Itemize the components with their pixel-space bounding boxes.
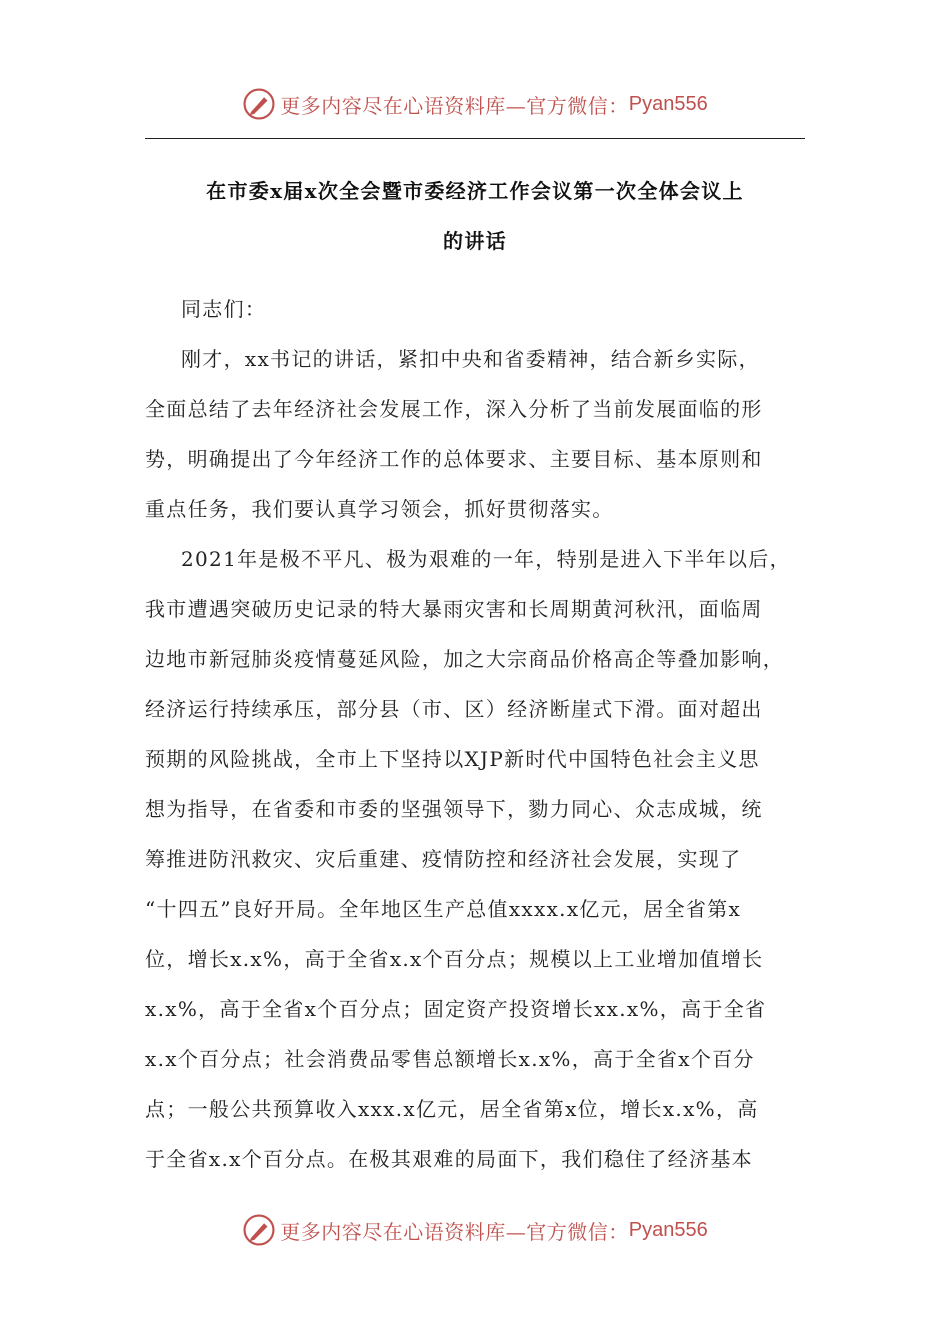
body-line: 预期的风险挑战，全市上下坚持以XJP新时代中国特色社会主义思 (145, 747, 760, 771)
header-rule (145, 138, 805, 139)
footer-banner-text: 更多内容尽在心语资料库—官方微信： (280, 1219, 629, 1244)
footer-banner-handle: Pyan556 (628, 1218, 708, 1241)
body-line: 我市遭遇突破历史记录的特大暴雨灾害和长周期黄河秋汛，面临周 (145, 597, 763, 621)
pen-nib-logo-icon (242, 87, 276, 121)
body-line: “十四五”良好开局。全年地区生产总值xxxx.x亿元，居全省第x (145, 897, 742, 921)
salutation: 同志们： (181, 297, 267, 321)
header-banner-text: 更多内容尽在心语资料库—官方微信： (280, 93, 629, 118)
body-line: 经济运行持续承压，部分县（市、区）经济断崖式下滑。面对超出 (145, 697, 763, 721)
body-line: 势，明确提出了今年经济工作的总体要求、主要目标、基本原则和 (145, 447, 763, 471)
body-line: 全面总结了去年经济社会发展工作，深入分析了当前发展面临的形 (145, 397, 763, 421)
body-line: x.x个百分点；社会消费品零售总额增长x.x%，高于全省x个百分 (145, 1047, 755, 1071)
body-line: 边地市新冠肺炎疫情蔓延风险，加之大宗商品价格高企等叠加影响， (145, 647, 784, 671)
body-line: 刚才，xx书记的讲话，紧扣中央和省委精神，结合新乡实际， (181, 347, 760, 371)
body-line: 筹推进防汛救灾、灾后重建、疫情防控和经济社会发展，实现了 (145, 847, 742, 871)
title-line: 在市委x届x次全会暨市委经济工作会议第一次全体会议上 (206, 179, 744, 203)
header-banner-handle: Pyan556 (628, 92, 708, 115)
body-line: 于全省x.x个百分点。在极其艰难的局面下，我们稳住了经济基本 (145, 1147, 753, 1171)
title-line: 的讲话 (443, 229, 507, 253)
document-title (145, 166, 805, 266)
pen-nib-logo-icon (242, 1213, 276, 1247)
body-line: x.x%，高于全省x个百分点；固定资产投资增长xx.x%，高于全省 (145, 997, 767, 1021)
body-line: 想为指导，在省委和市委的坚强领导下，勠力同心、众志成城，统 (145, 797, 763, 821)
document-body (145, 284, 805, 1184)
body-line: 重点任务，我们要认真学习领会，抓好贯彻落实。 (145, 497, 614, 521)
body-line: 位，增长x.x%，高于全省x.x个百分点；规模以上工业增加值增长 (145, 947, 764, 971)
body-line: 2021年是极不平凡、极为艰难的一年，特别是进入下半年以后， (181, 547, 791, 571)
header-banner (0, 84, 950, 124)
body-line: 点；一般公共预算收入xxx.x亿元，居全省第x位，增长x.x%，高 (145, 1097, 759, 1121)
footer-banner (0, 1210, 950, 1250)
